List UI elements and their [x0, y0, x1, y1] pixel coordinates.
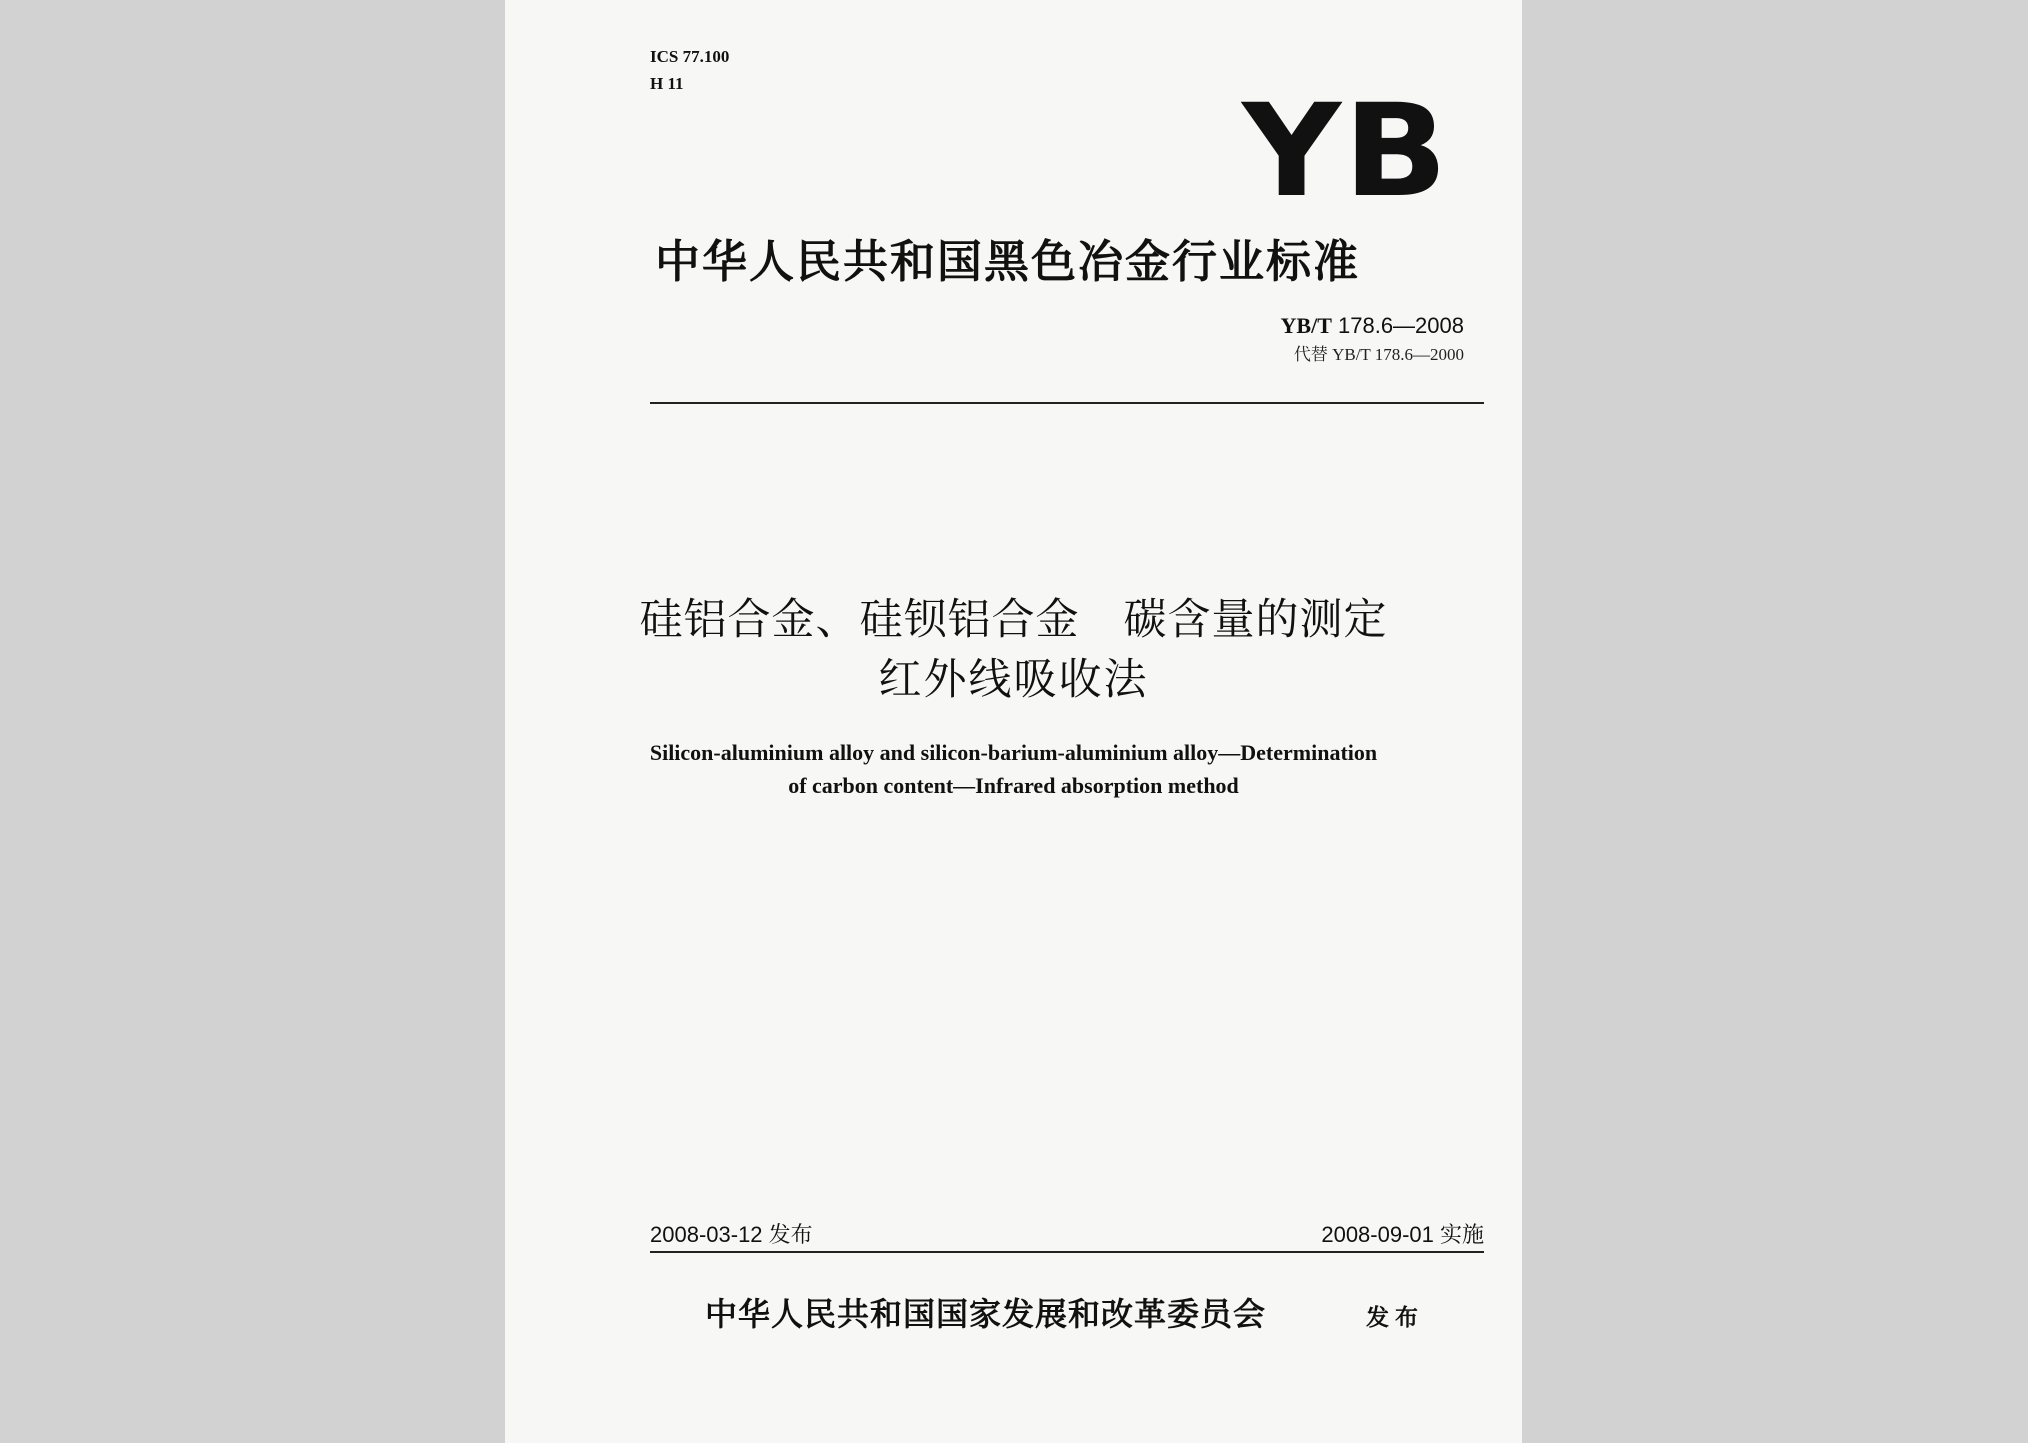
standard-number-prefix: YB/T [1280, 313, 1332, 338]
standard-number-suffix: 178.6—2008 [1331, 313, 1464, 338]
standard-number [1281, 312, 1464, 340]
top-divider [650, 402, 1484, 404]
chinese-title-line-2: 红外线吸收法 [878, 655, 1149, 705]
document-page [505, 0, 1522, 1443]
replaces-standard: 代替 YB/T 178.6—2000 [1293, 345, 1464, 364]
industry-standard-title: 中华人民共和国黑色冶金行业标准 [655, 235, 1361, 288]
english-title-line-2: of carbon content—Infrared absorption method [788, 773, 1239, 798]
english-title-line-1: Silicon-aluminium alloy and silicon-barium-aluminium alloy—Determination [649, 740, 1378, 765]
ccs-code: H 11 [650, 74, 684, 93]
chinese-title-line-1: 硅铝合金、硅钡铝合金 碳含量的测定 [639, 595, 1388, 645]
yb-logo: YB [1242, 77, 1450, 226]
publish-label: 发布 [1366, 1304, 1424, 1331]
implementation-date: 2008-09-01 实施 [1321, 1222, 1484, 1247]
publisher-name: 中华人民共和国国家发展和改革委员会 [705, 1295, 1267, 1333]
issue-date: 2008-03-12 发布 [650, 1222, 813, 1247]
ics-code: ICS 77.100 [650, 47, 730, 66]
bottom-divider [650, 1251, 1484, 1253]
